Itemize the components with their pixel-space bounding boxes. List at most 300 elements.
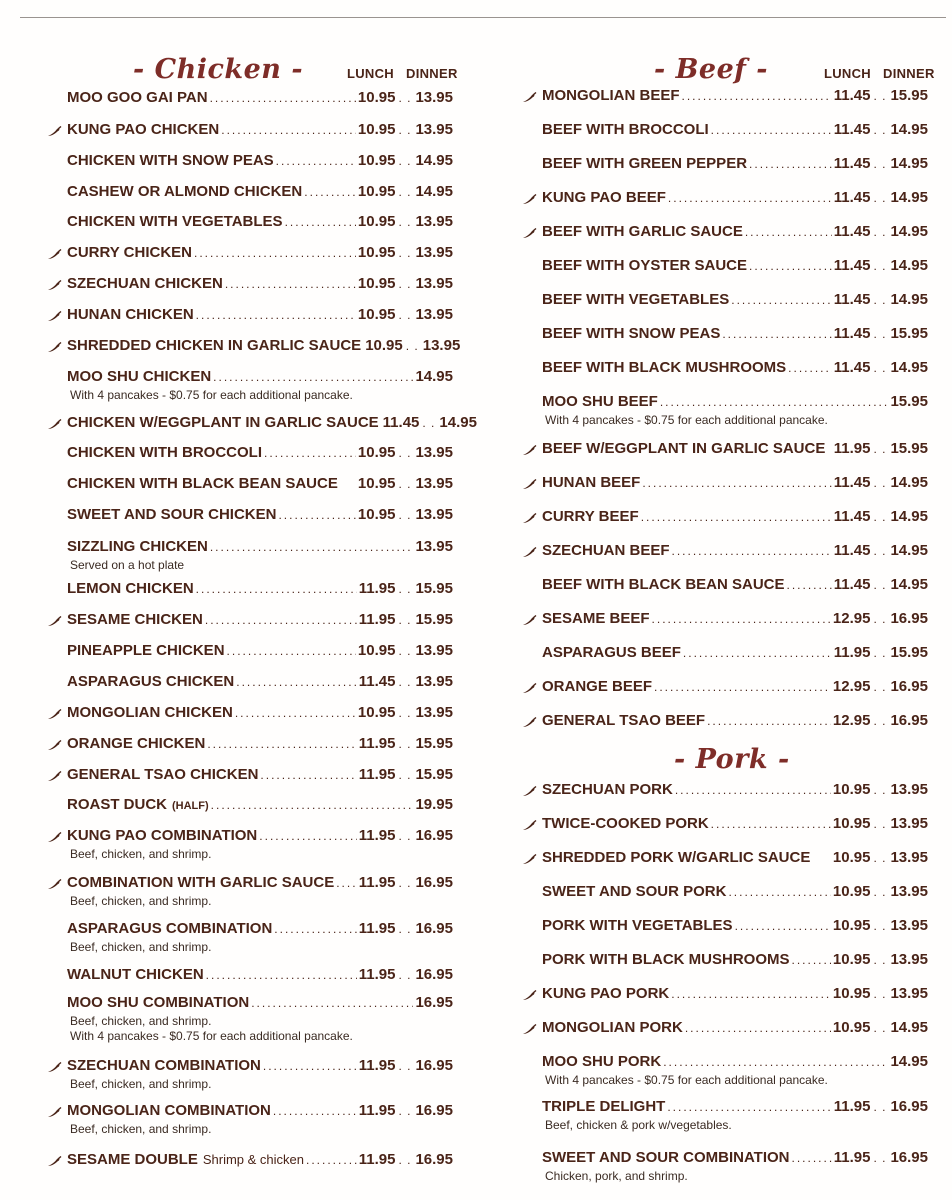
item-name: MOO GOO GAI PAN (67, 89, 208, 106)
chili-pepper-icon (47, 419, 62, 430)
leader-dots (685, 1021, 831, 1035)
leader-dots (667, 1100, 831, 1114)
lunch-price: 11.95 (358, 1102, 396, 1119)
item-description: Beef, chicken, and shrimp. (70, 847, 212, 861)
dinner-price: 13.95 (890, 849, 928, 866)
lunch-price: 10.95 (357, 475, 396, 492)
dinner-price: 16.95 (415, 994, 453, 1011)
lunch-price: 11.95 (358, 611, 396, 628)
menu-item-line (542, 815, 928, 835)
chili-pepper-icon (47, 616, 62, 627)
item-name: BEEF WITH GREEN PEPPER (542, 155, 748, 172)
menu-item-line (67, 506, 453, 526)
item-name: LEMON CHICKEN (67, 580, 194, 597)
leader-dots (735, 919, 831, 933)
dinner-price: 15.95 (415, 580, 453, 597)
menu-item (67, 642, 453, 662)
leader-dots (210, 540, 414, 554)
menu-item-line (67, 538, 453, 558)
lunch-price: 10.95 (832, 849, 871, 866)
menu-item (542, 678, 928, 698)
price-separator: . . (398, 1059, 412, 1073)
menu-item-line (542, 1098, 928, 1118)
menu-item-line (542, 610, 928, 630)
lunch-price: 11.45 (833, 189, 871, 206)
dinner-price: 14.95 (890, 189, 928, 206)
lunch-price: 10.95 (357, 244, 396, 261)
menu-item (542, 1149, 928, 1184)
price-separator: . . (873, 510, 887, 524)
lunch-price: 12.95 (832, 678, 871, 695)
menu-item (67, 735, 453, 755)
menu-item-line (67, 704, 453, 724)
menu-item (67, 966, 453, 986)
chili-pepper-icon (522, 615, 537, 626)
item-name: ORANGE BEEF (542, 678, 653, 695)
dinner-price: 14.95 (890, 257, 928, 274)
item-description: Beef, chicken, and shrimp. (70, 1077, 212, 1091)
lunch-price: 10.95 (357, 275, 396, 292)
item-description: Beef, chicken, and shrimp. (70, 940, 212, 954)
dinner-price: 15.95 (890, 440, 928, 457)
dinner-price: 16.95 (890, 1098, 928, 1115)
item-name: KUNG PAO CHICKEN (67, 121, 220, 138)
dinner-price: 13.95 (415, 275, 453, 292)
lunch-price: 11.45 (833, 223, 871, 240)
item-name: BEEF WITH VEGETABLES (542, 291, 730, 308)
dinner-price: 14.95 (439, 414, 477, 431)
price-separator: . . (398, 1104, 412, 1118)
dinner-label: DINNER (406, 66, 458, 81)
price-separator: . . (398, 446, 412, 460)
menu-item (542, 542, 928, 562)
leader-dots (660, 395, 889, 409)
item-name: CHICKEN WITH BLACK BEAN SAUCE (67, 475, 338, 492)
item-name: COMBINATION WITH GARLIC SAUCE (67, 874, 335, 891)
menu-item-line (542, 951, 928, 971)
price-separator: . . (398, 215, 412, 229)
lunch-price: 11.45 (833, 542, 871, 559)
lunch-price: 10.95 (832, 815, 871, 832)
menu-item-line (67, 444, 453, 464)
lunch-price: 11.95 (358, 766, 396, 783)
lunch-price: 11.95 (358, 1057, 396, 1074)
dinner-price: 14.95 (890, 1053, 928, 1070)
lunch-price: 11.95 (833, 644, 871, 661)
menu-item-line (67, 580, 453, 600)
item-name: ASPARAGUS CHICKEN (67, 673, 235, 690)
item-name: BEEF WITH GARLIC SAUCE (542, 223, 743, 240)
price-separator: . . (398, 768, 412, 782)
lunch-price: 12.95 (832, 610, 871, 627)
lunch-price: 11.95 (358, 735, 396, 752)
menu-item (67, 994, 453, 1044)
lunch-price: 10.95 (832, 985, 871, 1002)
chili-pepper-icon (522, 513, 537, 524)
dinner-price: 15.95 (890, 87, 928, 104)
leader-dots (711, 123, 832, 137)
dinner-price: 15.95 (415, 766, 453, 783)
dinner-price: 14.95 (890, 1019, 928, 1036)
menu-item (67, 1151, 453, 1171)
price-separator: . . (873, 612, 887, 626)
leader-dots (668, 191, 832, 205)
menu-item (542, 393, 928, 428)
price-separator: . . (398, 477, 412, 491)
leader-dots (711, 817, 831, 831)
menu-item-line (67, 673, 453, 693)
menu-item-line (67, 827, 453, 847)
pork-title: - Pork - (674, 744, 790, 775)
item-description: Beef, chicken, and shrimp. (70, 1014, 212, 1028)
menu-item (67, 538, 453, 573)
menu-item (542, 257, 928, 277)
leader-dots (196, 582, 357, 596)
dinner-price: 14.95 (890, 223, 928, 240)
dinner-price: 16.95 (415, 1057, 453, 1074)
menu-item (67, 306, 453, 326)
item-description: Beef, chicken, and shrimp. (70, 894, 212, 908)
price-separator: . . (422, 416, 436, 430)
menu-item-line (67, 920, 453, 940)
leader-dots (652, 612, 831, 626)
menu-item-line (67, 368, 453, 388)
menu-item (542, 223, 928, 243)
lunch-price: 10.95 (357, 89, 396, 106)
menu-item-line (542, 474, 928, 494)
lunch-price: 10.95 (832, 883, 871, 900)
chili-pepper-icon (47, 740, 62, 751)
leader-dots (683, 646, 832, 660)
menu-item-line (542, 359, 928, 379)
menu-item-line (542, 917, 928, 937)
dinner-price: 16.95 (415, 874, 453, 891)
menu-item (67, 414, 477, 434)
menu-item-line (67, 275, 453, 295)
item-name: MOO SHU BEEF (542, 393, 658, 410)
lunch-price: 10.95 (357, 213, 396, 230)
menu-item (67, 796, 453, 816)
item-description: Beef, chicken & pork w/vegetables. (545, 1118, 732, 1132)
price-separator: . . (873, 191, 887, 205)
menu-item (542, 644, 928, 664)
item-name: BEEF W/EGGPLANT IN GARLIC SAUCE (542, 440, 826, 457)
price-separator: . . (873, 1151, 887, 1165)
price-separator: . . (398, 613, 412, 627)
leader-dots (682, 89, 832, 103)
item-name: CASHEW OR ALMOND CHICKEN (67, 183, 303, 200)
item-name: MOO SHU PORK (542, 1053, 662, 1070)
menu-item (67, 337, 461, 357)
menu-item-line (542, 883, 928, 903)
lunch-price: 11.45 (833, 359, 871, 376)
chili-pepper-icon (522, 854, 537, 865)
lunch-price: 11.45 (833, 576, 871, 593)
chili-pepper-icon (522, 547, 537, 558)
dinner-price: 13.95 (415, 673, 453, 690)
price-separator: . . (398, 185, 412, 199)
menu-item-line (67, 796, 453, 816)
menu-item-line (67, 1102, 453, 1122)
menu-item-line (542, 223, 928, 243)
dinner-price: 16.95 (890, 678, 928, 695)
chicken-header (67, 54, 458, 88)
item-name: GENERAL TSAO CHICKEN (67, 766, 259, 783)
menu-item (542, 121, 928, 141)
item-name: CHICKEN W/EGGPLANT IN GARLIC SAUCE (67, 414, 379, 431)
price-separator: . . (398, 123, 412, 137)
leader-dots (205, 613, 357, 627)
leader-dots (641, 510, 832, 524)
lunch-price: 12.95 (832, 712, 871, 729)
item-name: BEEF WITH BROCCOLI (542, 121, 709, 138)
leader-dots (722, 327, 831, 341)
price-separator: . . (873, 953, 887, 967)
menu-item-line (67, 874, 453, 894)
menu-item (542, 87, 928, 107)
menu-item-line (542, 1053, 928, 1073)
dinner-price: 16.95 (415, 1102, 453, 1119)
menu-item (542, 951, 928, 971)
menu-item-line (67, 1057, 453, 1077)
menu-item (67, 183, 453, 203)
lunch-price: 10.95 (832, 917, 871, 934)
menu-item (67, 444, 453, 464)
menu-item-line (67, 306, 453, 326)
leader-dots (663, 1055, 888, 1069)
menu-item-line (542, 1149, 928, 1169)
menu-item (542, 610, 928, 630)
lunch-price: 11.95 (358, 827, 396, 844)
item-description: Served on a hot plate (70, 558, 185, 572)
dinner-price: 15.95 (890, 325, 928, 342)
item-name: CHICKEN WITH SNOW PEAS (67, 152, 274, 169)
menu-item-line (542, 291, 928, 311)
menu-item-line (542, 576, 928, 596)
price-separator: . . (398, 737, 412, 751)
chili-pepper-icon (47, 832, 62, 843)
lunch-price: 11.95 (358, 966, 396, 983)
menu-item-line (542, 542, 928, 562)
lunch-price: 10.95 (832, 1019, 871, 1036)
chili-pepper-icon (47, 342, 62, 353)
dinner-price: 14.95 (415, 183, 453, 200)
dinner-price: 13.95 (415, 475, 453, 492)
leader-dots (707, 714, 831, 728)
menu-item (67, 1102, 453, 1137)
item-name: PORK WITH BLACK MUSHROOMS (542, 951, 790, 968)
dinner-price: 13.95 (415, 244, 453, 261)
dinner-price: 15.95 (415, 611, 453, 628)
item-name: SZECHUAN CHICKEN (67, 275, 223, 292)
leader-dots (728, 885, 830, 899)
leader-dots (792, 953, 831, 967)
price-separator: . . (398, 91, 412, 105)
leader-dots (264, 446, 356, 460)
dinner-price: 14.95 (890, 155, 928, 172)
item-name: SWEET AND SOUR COMBINATION (542, 1149, 790, 1166)
menu-item (67, 704, 453, 724)
price-separator: . . (873, 327, 887, 341)
dinner-price: 15.95 (890, 393, 928, 410)
dinner-price: 13.95 (890, 883, 928, 900)
menu-item (67, 611, 453, 631)
lunch-price: 11.95 (833, 1149, 871, 1166)
item-name: SWEET AND SOUR CHICKEN (67, 506, 277, 523)
menu-item-line (542, 189, 928, 209)
menu-item (67, 368, 453, 403)
menu-item (67, 213, 453, 233)
chili-pepper-icon (522, 445, 537, 456)
item-name: HUNAN BEEF (542, 474, 641, 491)
item-name: PORK WITH VEGETABLES (542, 917, 733, 934)
menu-item-line (542, 678, 928, 698)
price-separator: . . (873, 1100, 887, 1114)
leader-dots (221, 123, 356, 137)
item-name: SZECHUAN BEEF (542, 542, 670, 559)
lunch-price: 11.95 (358, 1151, 396, 1168)
price-separator: . . (398, 154, 412, 168)
price-separator: . . (398, 277, 412, 291)
menu-item (542, 1053, 928, 1088)
price-separator: . . (398, 706, 412, 720)
dinner-price: 13.95 (415, 121, 453, 138)
lunch-price: 10.95 (357, 183, 396, 200)
dinner-price: 14.95 (890, 576, 928, 593)
leader-dots (731, 293, 831, 307)
menu-item (67, 874, 453, 909)
leader-dots (227, 644, 356, 658)
price-separator: . . (398, 829, 412, 843)
menu-item-line (67, 735, 453, 755)
leader-dots (304, 185, 356, 199)
item-name: BEEF WITH OYSTER SAUCE (542, 257, 748, 274)
menu-item-line (542, 985, 928, 1005)
menu-item-line (67, 642, 453, 662)
menu-item (542, 985, 928, 1005)
dinner-price: 16.95 (415, 966, 453, 983)
lunch-price: 11.95 (833, 1098, 871, 1115)
chili-pepper-icon (522, 820, 537, 831)
price-separator: . . (873, 293, 887, 307)
menu-item-line (67, 611, 453, 631)
item-name: SWEET AND SOUR PORK (542, 883, 727, 900)
item-name: SESAME DOUBLE (67, 1151, 198, 1168)
menu-item-line (67, 766, 453, 786)
item-name: GENERAL TSAO BEEF (542, 712, 706, 729)
menu-item-line (542, 781, 928, 801)
item-name: MONGOLIAN PORK (542, 1019, 683, 1036)
leader-dots (749, 157, 832, 171)
chili-pepper-icon (47, 1156, 62, 1167)
leader-dots (196, 308, 356, 322)
menu-item (542, 474, 928, 494)
lunch-price: 11.45 (833, 87, 871, 104)
lunch-price: 11.45 (833, 508, 871, 525)
menu-item-line (67, 1151, 453, 1171)
menu-item-line (542, 508, 928, 528)
dinner-price: 15.95 (890, 644, 928, 661)
leader-dots (654, 680, 831, 694)
item-name: SESAME BEEF (542, 610, 650, 627)
menu-item-line (67, 183, 453, 203)
lunch-price: 11.45 (382, 414, 420, 431)
item-name: SHREDDED PORK W/GARLIC SAUCE (542, 849, 811, 866)
price-separator: . . (873, 361, 887, 375)
leader-dots (274, 922, 356, 936)
menu-item (67, 89, 453, 109)
leader-dots (263, 1059, 357, 1073)
dinner-price: 13.95 (422, 337, 461, 354)
leader-dots (260, 768, 356, 782)
menu-item (542, 712, 928, 732)
dinner-price: 14.95 (890, 542, 928, 559)
menu-item (542, 189, 928, 209)
dinner-price: 13.95 (415, 704, 453, 721)
item-name: WALNUT CHICKEN (67, 966, 204, 983)
chili-pepper-icon (47, 879, 62, 890)
chili-pepper-icon (522, 990, 537, 1001)
price-separator: . . (398, 508, 412, 522)
dinner-price: 14.95 (890, 474, 928, 491)
top-rule (20, 17, 946, 18)
menu-item (542, 815, 928, 835)
chili-pepper-icon (47, 1107, 62, 1118)
lunch-price: 10.95 (832, 781, 871, 798)
menu-item-line (67, 152, 453, 172)
item-inline-description: Shrimp & chicken (202, 1152, 305, 1167)
dinner-price: 16.95 (415, 920, 453, 937)
menu-item (67, 580, 453, 600)
menu-item-line (542, 121, 928, 141)
price-separator: . . (873, 157, 887, 171)
price-separator: . . (873, 225, 887, 239)
price-separator: . . (398, 922, 412, 936)
item-name: HUNAN CHICKEN (67, 306, 194, 323)
dinner-price: 15.95 (415, 735, 453, 752)
lunch-price: 10.95 (357, 152, 396, 169)
leader-dots (276, 154, 356, 168)
price-separator: . . (398, 968, 412, 982)
leader-dots (235, 706, 356, 720)
chili-pepper-icon (522, 194, 537, 205)
lunch-price: 11.95 (833, 440, 871, 457)
lunch-price: 11.45 (358, 673, 396, 690)
leader-dots (792, 1151, 832, 1165)
price-separator: . . (873, 1021, 887, 1035)
menu-item (542, 1019, 928, 1039)
leader-dots (206, 968, 357, 982)
beef-header (542, 54, 935, 88)
menu-item (67, 506, 453, 526)
leader-dots (285, 215, 356, 229)
lunch-price: 11.45 (833, 474, 871, 491)
item-description: With 4 pancakes - $0.75 for each additional pancake. (545, 1073, 828, 1087)
item-name: KUNG PAO PORK (542, 985, 670, 1002)
menu-item (542, 508, 928, 528)
item-name: SZECHUAN PORK (542, 781, 673, 798)
item-name: SESAME CHICKEN (67, 611, 203, 628)
chili-pepper-icon (47, 311, 62, 322)
leader-dots (210, 91, 356, 105)
dinner-price: 14.95 (890, 291, 928, 308)
leader-dots (259, 829, 356, 843)
lunch-price: 10.95 (357, 506, 396, 523)
menu-item (67, 244, 453, 264)
lunch-label: LUNCH (824, 66, 871, 81)
leader-dots (336, 876, 357, 890)
leader-dots (745, 225, 832, 239)
